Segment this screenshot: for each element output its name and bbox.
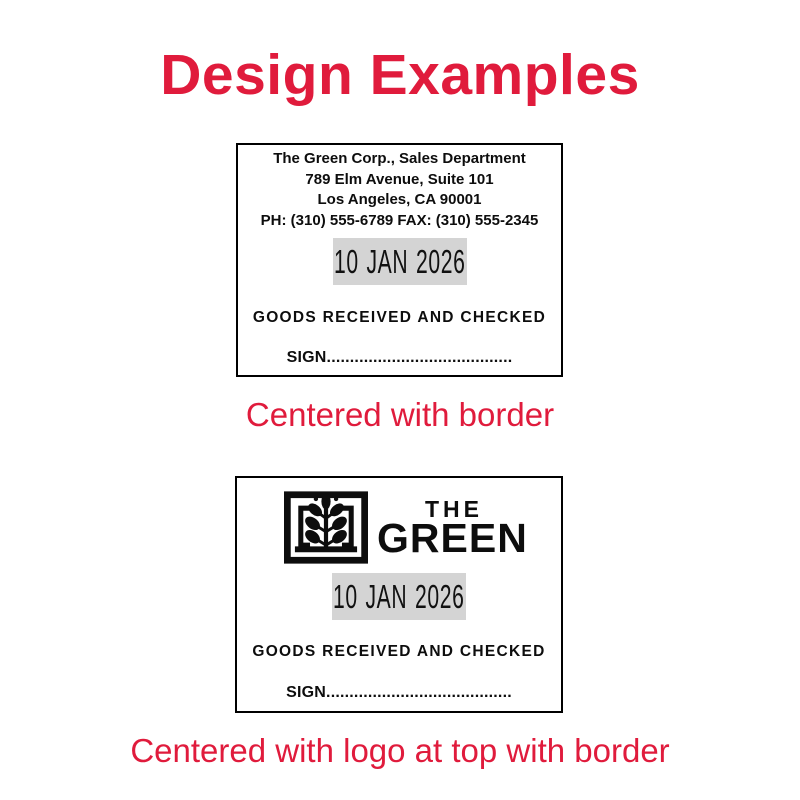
address-block [238, 149, 561, 232]
date-day: 10 [333, 578, 359, 615]
sign-label: SIGN [286, 349, 327, 366]
stamp-caption-2: Centered with logo at top with border [130, 732, 670, 769]
plant-in-brackets-icon [284, 491, 368, 564]
logo-word-green: GREEN [377, 515, 528, 561]
stamp-caption-1: Centered with border [245, 396, 555, 433]
status-line: GOODS RECEIVED AND CHECKED [252, 309, 547, 326]
stamp-example-text [236, 143, 563, 377]
sign-dots: ........................................ [326, 684, 512, 701]
date-year: 2026 [415, 578, 465, 615]
date-value [334, 245, 466, 278]
address-line-2: 789 Elm Avenue, Suite 101 [305, 170, 494, 188]
sign-dots: ........................................ [326, 349, 513, 366]
sign-line [238, 349, 561, 367]
logo-wordmark [377, 478, 527, 559]
stamp-example-logo [235, 476, 563, 713]
date-field [333, 238, 467, 285]
address-line-3: Los Angeles, CA 90001 [317, 191, 482, 209]
date-month: JAN [366, 243, 409, 280]
sign-line [237, 684, 561, 702]
sign-label: SIGN [286, 684, 327, 701]
logo-word-the: THE [425, 496, 483, 522]
address-line-4: PH: (310) 555-6789 FAX: (310) 555-2345 [260, 212, 539, 230]
date-day: 10 [333, 243, 359, 280]
date-field [332, 573, 466, 620]
date-year: 2026 [415, 243, 466, 280]
address-line-1: The Green Corp., Sales Department [273, 150, 526, 167]
status-line: GOODS RECEIVED AND CHECKED [252, 643, 546, 660]
page-title: Design Examples [160, 43, 640, 107]
date-value [333, 580, 465, 613]
date-month: JAN [365, 578, 408, 615]
